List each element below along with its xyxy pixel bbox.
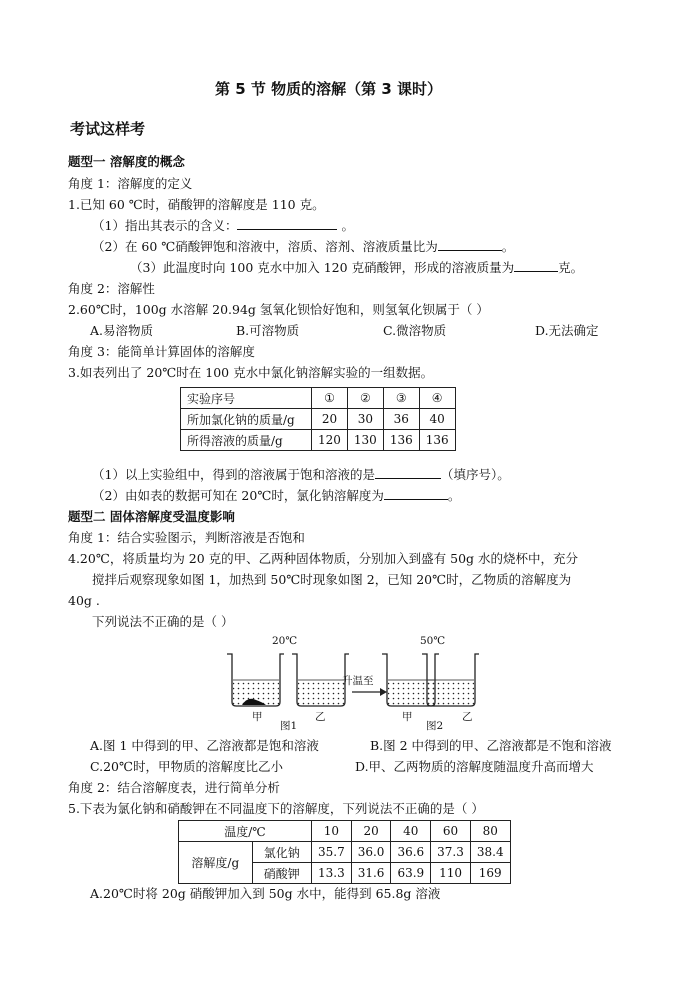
table-cell: ① bbox=[312, 388, 348, 409]
q1-part2-end: 。 bbox=[501, 239, 515, 254]
table-cell: 36 bbox=[383, 409, 419, 430]
beaker-yi-50c bbox=[422, 654, 479, 706]
figure-2-caption: 图2 bbox=[426, 720, 444, 732]
arrow-label: 升温至 bbox=[342, 675, 374, 687]
table-cell: 169 bbox=[470, 863, 510, 884]
q2-option-b[interactable]: B.可溶物质 bbox=[236, 323, 300, 338]
table-cell: 30 bbox=[347, 409, 383, 430]
q3-part1-end: （填序号）。 bbox=[440, 467, 510, 482]
type2-angle1: 角度 1：结合实验图示，判断溶液是否饱和 bbox=[68, 530, 305, 545]
q2-option-c[interactable]: C.微溶物质 bbox=[383, 323, 447, 338]
table-header-cell: 20 bbox=[351, 821, 391, 842]
q2-option-d[interactable]: D.无法确定 bbox=[535, 323, 599, 338]
question-4-line1: 4.20℃，将质量均为 20 克的甲、乙两种固体物质，分别加入到盛有 50g 水的烧杯中，充分 bbox=[68, 551, 579, 566]
table-cell: 136 bbox=[419, 430, 455, 451]
table-cell: 36.6 bbox=[391, 842, 431, 863]
type1-angle2: 角度 2：溶解性 bbox=[68, 281, 155, 296]
table-cell: 130 bbox=[347, 430, 383, 451]
nacl-experiment-table bbox=[180, 387, 456, 451]
table-cell: 38.4 bbox=[470, 842, 510, 863]
table-cell: ② bbox=[347, 388, 383, 409]
q3-part2-text: （2）由如表的数据可知在 20℃时，氯化钠溶解度为 bbox=[92, 488, 384, 503]
answer-blank[interactable] bbox=[438, 238, 502, 251]
question-1-part3 bbox=[130, 259, 583, 277]
question-1-part2 bbox=[92, 238, 514, 256]
page-title: 第 5 节 物质的溶解（第 3 课时） bbox=[215, 80, 442, 98]
question-5: 5.下表为氯化钠和硝酸钾在不同温度下的溶解度，下列说法不正确的是（ ） bbox=[68, 801, 484, 816]
table-cell: 所加氯化钠的质量/g bbox=[181, 409, 312, 430]
table-row bbox=[179, 821, 511, 842]
table-cell: 36.0 bbox=[351, 842, 391, 863]
question-4-line3: 40g . bbox=[68, 593, 100, 608]
table-cell: 所得溶液的质量/g bbox=[181, 430, 312, 451]
table-cell: 37.3 bbox=[431, 842, 471, 863]
question-1-part1 bbox=[92, 217, 354, 235]
question-4-line2: 搅拌后观察现象如图 1，加热到 50℃时现象如图 2，已知 20℃时，乙物质的溶解度为 bbox=[92, 572, 572, 587]
type1-angle1: 角度 1：溶解度的定义 bbox=[68, 176, 193, 191]
answer-blank[interactable] bbox=[237, 217, 337, 230]
table-row-label: 溶解度/g bbox=[179, 842, 253, 884]
table-cell: 31.6 bbox=[351, 863, 391, 884]
answer-blank[interactable] bbox=[375, 466, 441, 479]
answer-blank[interactable] bbox=[384, 487, 448, 500]
q1-part1-end: 。 bbox=[341, 218, 354, 233]
table-cell: 13.3 bbox=[312, 863, 352, 884]
beaker-jia-20c bbox=[227, 654, 284, 706]
question-3-part2 bbox=[92, 487, 460, 505]
question-1: 1.已知 60 ℃时，硝酸钾的溶解度是 110 克。 bbox=[68, 197, 325, 212]
temp-label-20: 20℃ bbox=[272, 635, 298, 647]
q1-part3-text: （3）此温度时向 100 克水中加入 120 克硝酸钾，形成的溶液质量为 bbox=[130, 260, 515, 275]
q4-option-d[interactable]: D.甲、乙两物质的溶解度随温度升高而增大 bbox=[355, 759, 594, 774]
table-cell: ④ bbox=[419, 388, 455, 409]
type1-heading: 题型一 溶解度的概念 bbox=[68, 154, 185, 169]
temp-label-50: 50℃ bbox=[420, 635, 446, 647]
table-cell: 35.7 bbox=[312, 842, 352, 863]
table-header-cell: 80 bbox=[470, 821, 510, 842]
table-header-cell: 60 bbox=[431, 821, 471, 842]
table-cell: 110 bbox=[431, 863, 471, 884]
figure-1-caption: 图1 bbox=[280, 720, 298, 732]
table-header-cell: 10 bbox=[312, 821, 352, 842]
label-jia-2: 甲 bbox=[402, 711, 413, 723]
beaker-figure bbox=[222, 632, 482, 734]
type2-heading: 题型二 固体溶解度受温度影响 bbox=[68, 509, 235, 524]
table-cell: 实验序号 bbox=[181, 388, 312, 409]
table-cell: ③ bbox=[383, 388, 419, 409]
table-row bbox=[179, 842, 511, 863]
question-3-part1 bbox=[92, 466, 510, 484]
table-cell: 硝酸钾 bbox=[252, 863, 311, 884]
table-cell: 120 bbox=[312, 430, 348, 451]
table-cell: 氯化钠 bbox=[252, 842, 311, 863]
type2-angle2: 角度 2：结合溶解度表，进行简单分析 bbox=[68, 780, 280, 795]
q3-part1-text: （1）以上实验组中，得到的溶液属于饱和溶液的是 bbox=[92, 467, 375, 482]
table-cell: 40 bbox=[419, 409, 455, 430]
section-heading: 考试这样考 bbox=[70, 120, 146, 138]
label-yi-2: 乙 bbox=[462, 711, 473, 723]
q3-part2-end: 。 bbox=[447, 488, 461, 503]
q4-option-b[interactable]: B.图 2 中得到的甲、乙溶液都是不饱和溶液 bbox=[370, 738, 612, 753]
solubility-table bbox=[178, 820, 511, 884]
q4-option-a[interactable]: A.图 1 中得到的甲、乙溶液都是饱和溶液 bbox=[90, 738, 319, 753]
table-cell: 20 bbox=[312, 409, 348, 430]
q4-option-c[interactable]: C.20℃时，甲物质的溶解度比乙小 bbox=[90, 759, 283, 774]
label-jia-1: 甲 bbox=[252, 711, 263, 723]
label-yi-1: 乙 bbox=[315, 711, 326, 723]
question-4-prompt: 下列说法不正确的是（ ） bbox=[92, 614, 234, 629]
table-row bbox=[181, 388, 456, 409]
table-header-cell: 40 bbox=[391, 821, 431, 842]
q1-part1-text: （1）指出其表示的含义： bbox=[92, 218, 238, 233]
type1-angle3: 角度 3：能简单计算固体的溶解度 bbox=[68, 344, 255, 359]
table-row bbox=[181, 409, 456, 430]
table-header-cell: 温度/℃ bbox=[179, 821, 312, 842]
question-2: 2.60℃时，100g 水溶解 20.94g 氢氧化钡恰好饱和，则氢氧化钡属于（ ） bbox=[68, 302, 489, 317]
beaker-yi-20c bbox=[292, 654, 349, 706]
table-cell: 63.9 bbox=[391, 863, 431, 884]
q1-part2-text: （2）在 60 ℃硝酸钾饱和溶液中，溶质、溶剂、溶液质量比为 bbox=[92, 239, 438, 254]
table-cell: 136 bbox=[383, 430, 419, 451]
question-3: 3.如表列出了 20℃时在 100 克水中氯化钠溶解实验的一组数据。 bbox=[68, 365, 434, 380]
q2-option-a[interactable]: A.易溶物质 bbox=[90, 323, 154, 338]
table-row bbox=[181, 430, 456, 451]
q5-option-a[interactable]: A.20℃时将 20g 硝酸钾加入到 50g 水中，能得到 65.8g 溶液 bbox=[90, 886, 441, 901]
q1-part3-end: 克。 bbox=[558, 260, 584, 275]
answer-blank[interactable] bbox=[514, 259, 558, 272]
